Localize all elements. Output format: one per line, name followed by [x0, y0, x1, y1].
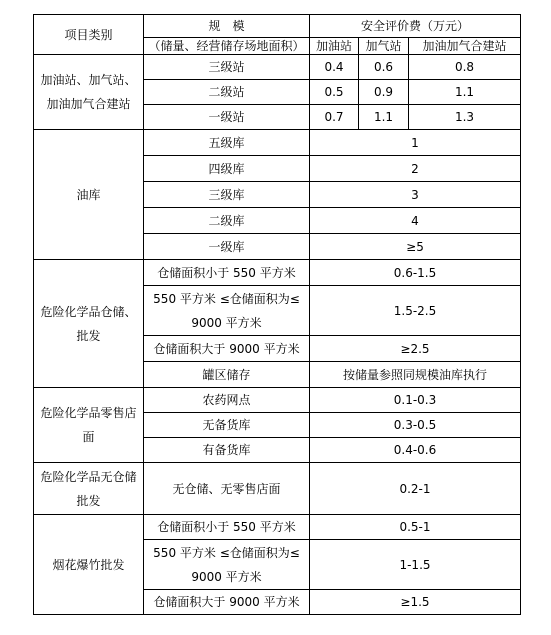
fee-cell: 3 — [310, 182, 521, 208]
header-row — [34, 15, 521, 38]
fee-cell: 0.3-0.5 — [310, 413, 521, 438]
fee-cell-combo: 0.8 — [409, 55, 521, 80]
fee-cell: 1 — [310, 130, 521, 156]
header-col-gas: 加油站 — [310, 38, 359, 55]
header-scale: 规 模 — [144, 15, 310, 38]
fee-cell: 0.6-1.5 — [310, 260, 521, 286]
fee-cell: 按储量参照同规模油库执行 — [310, 362, 521, 388]
fee-cell: 1-1.5 — [310, 540, 521, 590]
fee-cell: 0.2-1 — [310, 463, 521, 515]
scale-cell: 五级库 — [144, 130, 310, 156]
table-row — [34, 130, 521, 156]
table-row — [34, 463, 521, 515]
fee-cell: ≥2.5 — [310, 336, 521, 362]
fee-cell-lpg: 1.1 — [359, 105, 409, 130]
scale-cell: 仓储面积大于 9000 平方米 — [144, 336, 310, 362]
header-col-lpg: 加气站 — [359, 38, 409, 55]
scale-cell: 仓储面积小于 550 平方米 — [144, 515, 310, 540]
fee-cell-lpg: 0.9 — [359, 80, 409, 105]
scale-cell: 有备货库 — [144, 438, 310, 463]
header-scale-sub: （储量、经营储存场地面积） — [144, 38, 310, 55]
category-depot: 油库 — [34, 130, 144, 260]
fee-cell-gas: 0.7 — [310, 105, 359, 130]
scale-cell: 550 平方米 ≤仓储面积为≤ 9000 平方米 — [144, 540, 310, 590]
fee-cell-combo: 1.1 — [409, 80, 521, 105]
scale-cell: 罐区储存 — [144, 362, 310, 388]
table-row — [34, 515, 521, 540]
header-col-combo: 加油加气合建站 — [409, 38, 521, 55]
fee-cell-lpg: 0.6 — [359, 55, 409, 80]
fee-cell: 0.5-1 — [310, 515, 521, 540]
table-row — [34, 55, 521, 80]
fee-cell: 0.1-0.3 — [310, 388, 521, 413]
scale-cell: 一级站 — [144, 105, 310, 130]
fee-cell-gas: 0.4 — [310, 55, 359, 80]
fee-cell: 1.5-2.5 — [310, 286, 521, 336]
scale-cell: 农药网点 — [144, 388, 310, 413]
category-station: 加油站、加气站、加油加气合建站 — [34, 55, 144, 130]
fee-cell-combo: 1.3 — [409, 105, 521, 130]
category-hazchem-wholesale: 危险化学品无仓储批发 — [34, 463, 144, 515]
scale-cell: 仓储面积大于 9000 平方米 — [144, 590, 310, 615]
safety-evaluation-fee-table — [33, 14, 521, 615]
fee-cell-gas: 0.5 — [310, 80, 359, 105]
scale-cell: 550 平方米 ≤仓储面积为≤ 9000 平方米 — [144, 286, 310, 336]
scale-cell: 一级库 — [144, 234, 310, 260]
scale-cell: 二级库 — [144, 208, 310, 234]
fee-cell: ≥1.5 — [310, 590, 521, 615]
table-row — [34, 388, 521, 413]
scale-cell: 无备货库 — [144, 413, 310, 438]
fee-cell: 0.4-0.6 — [310, 438, 521, 463]
fee-cell: 4 — [310, 208, 521, 234]
scale-cell: 仓储面积小于 550 平方米 — [144, 260, 310, 286]
category-hazchem-retail: 危险化学品零售店面 — [34, 388, 144, 463]
category-fireworks: 烟花爆竹批发 — [34, 515, 144, 615]
fee-cell: 2 — [310, 156, 521, 182]
scale-cell: 三级库 — [144, 182, 310, 208]
scale-cell: 四级库 — [144, 156, 310, 182]
header-category: 项目类别 — [34, 15, 144, 55]
category-hazchem-storage: 危险化学品仓储、批发 — [34, 260, 144, 388]
scale-cell: 无仓储、无零售店面 — [144, 463, 310, 515]
header-fee: 安全评价费（万元） — [310, 15, 521, 38]
fee-cell: ≥5 — [310, 234, 521, 260]
scale-cell: 二级站 — [144, 80, 310, 105]
scale-cell: 三级站 — [144, 55, 310, 80]
table-row — [34, 260, 521, 286]
